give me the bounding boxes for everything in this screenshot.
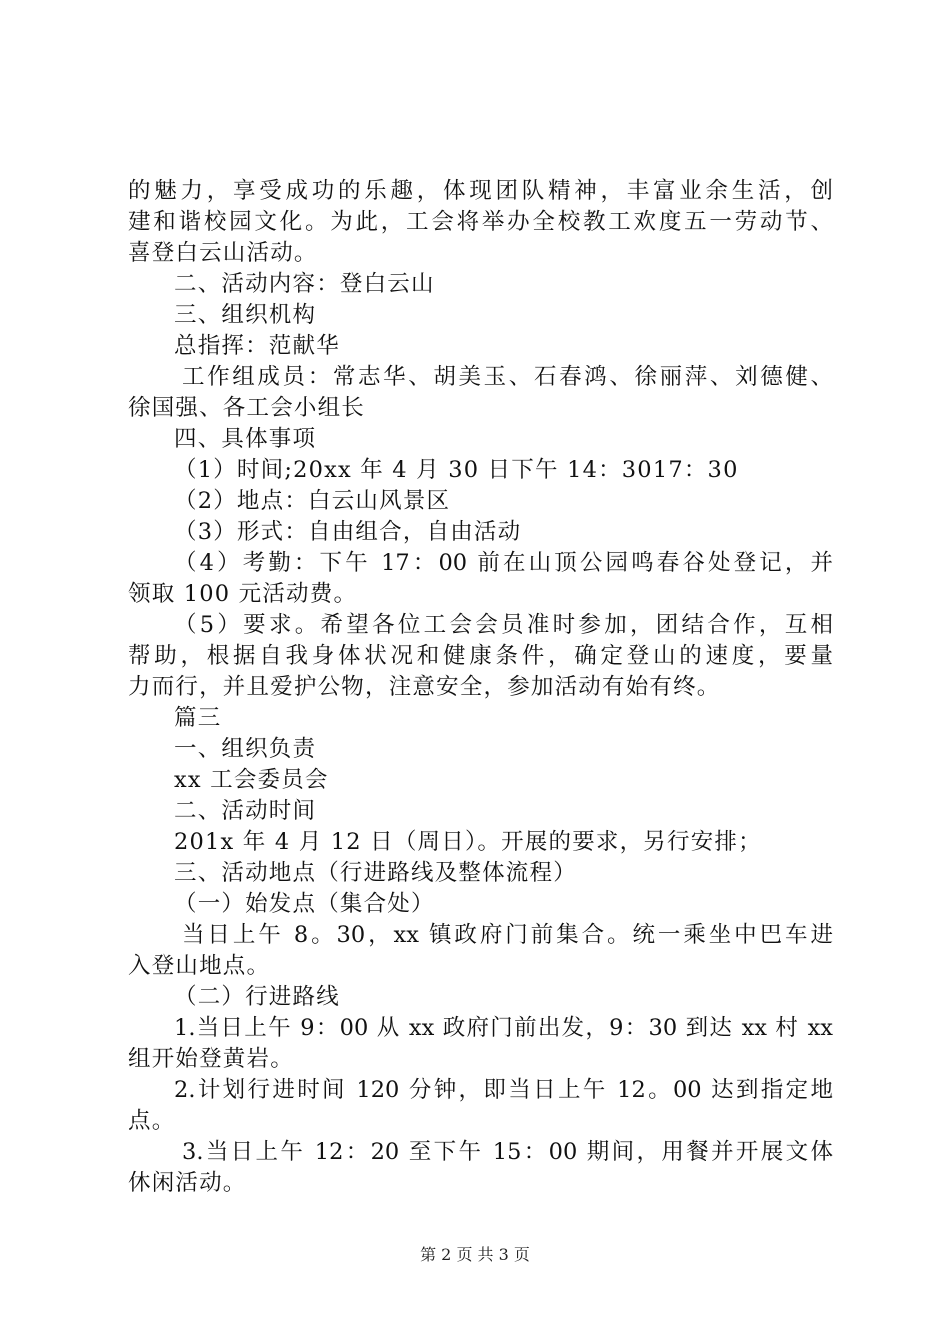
document-body (128, 176, 833, 1199)
paragraph-line: 建和谐校园文化。为此，工会将举办全校教工欢度五一劳动节、 (128, 209, 833, 235)
list-item: 2.计划行进时间 120 分钟，即当日上午 12。00 达到指定地 (174, 1077, 833, 1103)
list-item: （3）形式：自由组合，自由活动 (174, 519, 522, 545)
paragraph-line: xx 工会委员会 (174, 767, 329, 793)
paragraph-line: 点。 (128, 1108, 176, 1134)
list-item: 1.当日上午 9：00 从 xx 政府门前出发，9：30 到达 xx 村 xx (174, 1015, 833, 1041)
section-heading: 篇三 (174, 705, 222, 731)
sub-heading: （二）行进路线 (174, 984, 340, 1010)
paragraph-line: 的魅力，享受成功的乐趣，体现团队精神，丰富业余生活，创 (128, 178, 833, 204)
list-item: （5）要求。希望各位工会会员准时参加，团结合作，互相 (174, 612, 833, 638)
sub-heading: （一）始发点（集合处） (174, 891, 435, 917)
section-heading: 三、组织机构 (174, 302, 317, 328)
list-item: （2）地点：白云山风景区 (174, 488, 451, 514)
list-item: （1）时间;20xx 年 4 月 30 日下午 14：3017：30 (174, 457, 739, 483)
paragraph-line: 徐国强、各工会小组长 (128, 395, 366, 421)
paragraph-line: 休闲活动。 (128, 1170, 247, 1196)
paragraph-line: 201x 年 4 月 12 日（周日）。开展的要求，另行安排； (174, 829, 762, 855)
section-heading: 二、活动内容：登白云山 (174, 271, 435, 297)
paragraph-line: 帮助，根据自我身体状况和健康条件，确定登山的速度，要量 (128, 643, 833, 669)
section-heading: 四、具体事项 (174, 426, 317, 452)
list-item: （4）考勤：下午 17：00 前在山顶公园鸣春谷处登记，并 (174, 550, 833, 576)
list-item: 3.当日上午 12：20 至下午 15：00 期间，用餐并开展文体 (182, 1139, 833, 1165)
section-heading: 二、活动时间 (174, 798, 317, 824)
page-footer (0, 1244, 950, 1266)
paragraph-line: 力而行，并且爱护公物，注意安全，参加活动有始有终。 (128, 674, 721, 700)
paragraph-line: 工作组成员：常志华、胡美玉、石春鸿、徐丽萍、刘德健、 (182, 364, 833, 390)
paragraph-line: 总指挥：范献华 (174, 333, 340, 359)
section-heading: 一、组织负责 (174, 736, 317, 762)
page-number-label: 第 2 页 共 3 页 (420, 1245, 530, 1264)
section-heading: 三、活动地点（行进路线及整体流程） (174, 860, 577, 886)
paragraph-line: 喜登白云山活动。 (128, 240, 318, 266)
paragraph-line: 组开始登黄岩。 (128, 1046, 294, 1072)
paragraph-line: 领取 100 元活动费。 (128, 581, 358, 607)
paragraph-line: 入登山地点。 (128, 953, 271, 979)
paragraph-line: 当日上午 8。30，xx 镇政府门前集合。统一乘坐中巴车进 (182, 922, 833, 948)
